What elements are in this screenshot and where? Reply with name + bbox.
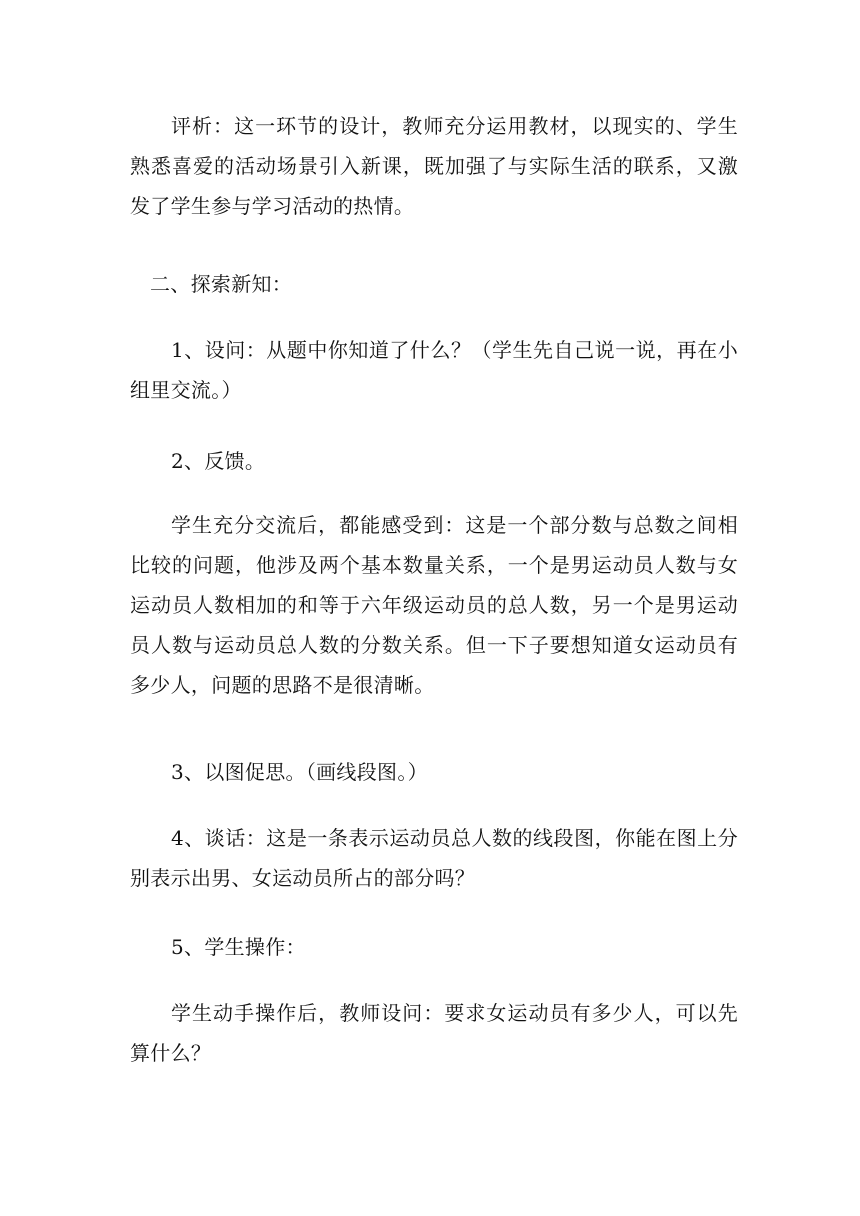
section-heading-explore: 二、探索新知： — [150, 272, 293, 296]
step-3-diagram: 3、以图促思。（画线段图。） — [171, 760, 428, 784]
teacher-question-paragraph: 学生动手操作后，教师设问：要求女运动员有多少人，可以先算什么？ — [130, 1001, 738, 1065]
step-2-feedback: 2、反馈。 — [171, 449, 266, 473]
commentary-paragraph: 评析：这一环节的设计，教师充分运用教材，以现实的、学生熟悉喜爱的活动场景引入新课，既加强了与实际生活的联系，又激发了学生参与学习活动的热情。 — [130, 114, 738, 218]
step-1-question: 1、设问：从题中你知道了什么？（学生先自己说一说，再在小组里交流。） — [130, 338, 738, 402]
step-5-operation: 5、学生操作： — [171, 935, 306, 959]
feedback-paragraph: 学生充分交流后，都能感受到：这是一个部分数与总数之间相比较的问题，他涉及两个基本数量关系，一个是男运动员人数与女运动员人数相加的和等于六年级运动员的总人数，另一个是男运动员人数与运动员总人数的分数关系。但一下子要想知道女运动员有多少人，问题的思路不是很清晰。 — [130, 513, 738, 697]
step-4-talk: 4、谈话：这是一条表示运动员总人数的线段图，你能在图上分别表示出男、女运动员所占的部分吗？ — [130, 826, 738, 890]
